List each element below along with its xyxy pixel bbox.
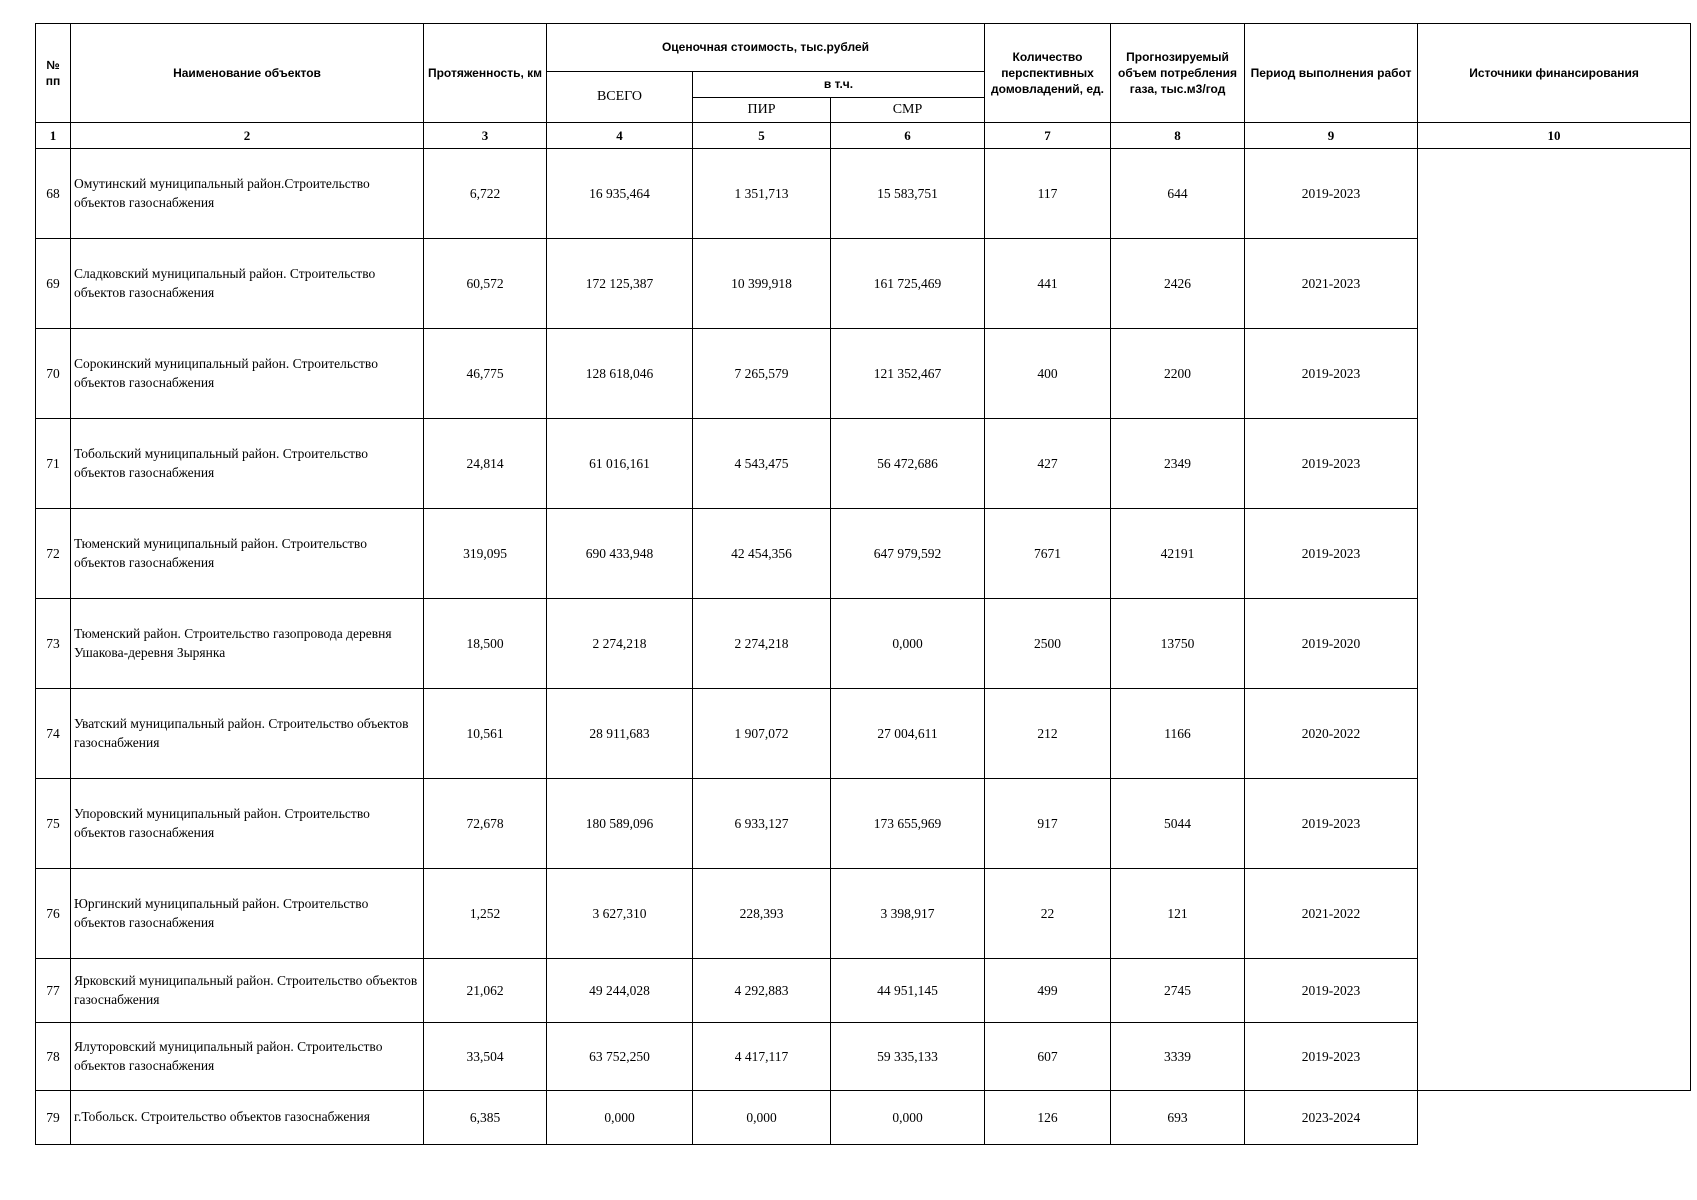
cost-total: 49 244,028	[547, 959, 693, 1023]
households-count: 126	[985, 1091, 1111, 1145]
row-number: 76	[36, 869, 71, 959]
cost-smr: 161 725,469	[831, 239, 985, 329]
row-number: 69	[36, 239, 71, 329]
gas-volume: 2349	[1111, 419, 1245, 509]
cost-pir: 10 399,918	[693, 239, 831, 329]
row-number: 68	[36, 149, 71, 239]
cost-smr: 0,000	[831, 1091, 985, 1145]
cost-smr: 173 655,969	[831, 779, 985, 869]
cost-total: 128 618,046	[547, 329, 693, 419]
column-index-row	[36, 123, 1691, 149]
cost-total: 28 911,683	[547, 689, 693, 779]
work-period: 2019-2023	[1245, 779, 1418, 869]
cost-total: 3 627,310	[547, 869, 693, 959]
cost-total: 0,000	[547, 1091, 693, 1145]
header-total: ВСЕГО	[547, 72, 693, 123]
cost-total: 172 125,387	[547, 239, 693, 329]
households-count: 212	[985, 689, 1111, 779]
index-cell: 1	[36, 123, 71, 149]
work-period: 2021-2022	[1245, 869, 1418, 959]
row-number: 71	[36, 419, 71, 509]
households-count: 400	[985, 329, 1111, 419]
header-cost: Оценочная стоимость, тыс.рублей	[547, 24, 985, 72]
index-cell: 8	[1111, 123, 1245, 149]
households-count: 917	[985, 779, 1111, 869]
funding-sources-cell	[1418, 1091, 1691, 1145]
gas-volume: 693	[1111, 1091, 1245, 1145]
work-period: 2019-2020	[1245, 599, 1418, 689]
cost-pir: 4 417,117	[693, 1023, 831, 1091]
gas-volume: 2426	[1111, 239, 1245, 329]
gas-volume: 644	[1111, 149, 1245, 239]
index-cell: 3	[424, 123, 547, 149]
object-name: Сорокинский муниципальный район. Строительство объектов газоснабжения	[71, 329, 424, 419]
cost-smr: 647 979,592	[831, 509, 985, 599]
cost-smr: 27 004,611	[831, 689, 985, 779]
funding-sources-cell	[1418, 149, 1691, 1091]
index-cell: 6	[831, 123, 985, 149]
households-count: 2500	[985, 599, 1111, 689]
cost-pir: 228,393	[693, 869, 831, 959]
length-km: 24,814	[424, 419, 547, 509]
row-number: 75	[36, 779, 71, 869]
row-number: 70	[36, 329, 71, 419]
header-name: Наименование объектов	[71, 24, 424, 123]
cost-smr: 44 951,145	[831, 959, 985, 1023]
gas-volume: 2745	[1111, 959, 1245, 1023]
length-km: 6,385	[424, 1091, 547, 1145]
work-period: 2019-2023	[1245, 509, 1418, 599]
cost-smr: 121 352,467	[831, 329, 985, 419]
cost-pir: 4 543,475	[693, 419, 831, 509]
table-row	[36, 149, 1691, 239]
households-count: 499	[985, 959, 1111, 1023]
cost-smr: 56 472,686	[831, 419, 985, 509]
index-cell: 2	[71, 123, 424, 149]
row-number: 73	[36, 599, 71, 689]
object-name: Уватский муниципальный район. Строительство объектов газоснабжения	[71, 689, 424, 779]
cost-total: 2 274,218	[547, 599, 693, 689]
index-cell: 4	[547, 123, 693, 149]
work-period: 2021-2023	[1245, 239, 1418, 329]
cost-total: 180 589,096	[547, 779, 693, 869]
cost-pir: 1 907,072	[693, 689, 831, 779]
cost-smr: 3 398,917	[831, 869, 985, 959]
row-number: 77	[36, 959, 71, 1023]
cost-pir: 2 274,218	[693, 599, 831, 689]
cost-pir: 4 292,883	[693, 959, 831, 1023]
cost-total: 16 935,464	[547, 149, 693, 239]
households-count: 7671	[985, 509, 1111, 599]
gas-volume: 42191	[1111, 509, 1245, 599]
table-row	[36, 1091, 1691, 1145]
length-km: 33,504	[424, 1023, 547, 1091]
cost-smr: 15 583,751	[831, 149, 985, 239]
length-km: 6,722	[424, 149, 547, 239]
households-count: 117	[985, 149, 1111, 239]
length-km: 10,561	[424, 689, 547, 779]
length-km: 72,678	[424, 779, 547, 869]
work-period: 2019-2023	[1245, 149, 1418, 239]
cost-total: 61 016,161	[547, 419, 693, 509]
cost-pir: 7 265,579	[693, 329, 831, 419]
work-period: 2019-2023	[1245, 959, 1418, 1023]
cost-pir: 1 351,713	[693, 149, 831, 239]
length-km: 21,062	[424, 959, 547, 1023]
row-number: 72	[36, 509, 71, 599]
cost-total: 690 433,948	[547, 509, 693, 599]
header-including: в т.ч.	[693, 72, 985, 98]
cost-smr: 0,000	[831, 599, 985, 689]
cost-pir: 6 933,127	[693, 779, 831, 869]
header-num: № пп	[36, 24, 71, 123]
table-body	[36, 149, 1691, 1145]
header-period: Период выполнения работ	[1245, 24, 1418, 123]
object-name: Тюменский район. Строительство газопровода деревня Ушакова-деревня Зырянка	[71, 599, 424, 689]
gas-volume: 121	[1111, 869, 1245, 959]
row-number: 79	[36, 1091, 71, 1145]
index-cell: 10	[1418, 123, 1691, 149]
object-name: Сладковский муниципальный район. Строительство объектов газоснабжения	[71, 239, 424, 329]
object-name: Тюменский муниципальный район. Строительство объектов газоснабжения	[71, 509, 424, 599]
object-name: Ярковский муниципальный район. Строительство объектов газоснабжения	[71, 959, 424, 1023]
gasification-objects-table	[35, 23, 1691, 1145]
object-name: г.Тобольск. Строительство объектов газоснабжения	[71, 1091, 424, 1145]
gas-volume: 2200	[1111, 329, 1245, 419]
work-period: 2019-2023	[1245, 329, 1418, 419]
length-km: 46,775	[424, 329, 547, 419]
length-km: 319,095	[424, 509, 547, 599]
row-number: 74	[36, 689, 71, 779]
cost-pir: 0,000	[693, 1091, 831, 1145]
length-km: 60,572	[424, 239, 547, 329]
households-count: 22	[985, 869, 1111, 959]
header-pir: ПИР	[693, 98, 831, 123]
row-number: 78	[36, 1023, 71, 1091]
object-name: Омутинский муниципальный район.Строительство объектов газоснабжения	[71, 149, 424, 239]
index-cell: 5	[693, 123, 831, 149]
length-km: 18,500	[424, 599, 547, 689]
header-smr: СМР	[831, 98, 985, 123]
header-length: Протяженность, км	[424, 24, 547, 123]
length-km: 1,252	[424, 869, 547, 959]
index-cell: 9	[1245, 123, 1418, 149]
households-count: 427	[985, 419, 1111, 509]
header-households: Количество перспективных домовладений, ед.	[985, 24, 1111, 123]
header-sources: Источники финансирования	[1418, 24, 1691, 123]
cost-total: 63 752,250	[547, 1023, 693, 1091]
gas-volume: 5044	[1111, 779, 1245, 869]
gas-volume: 1166	[1111, 689, 1245, 779]
gas-volume: 13750	[1111, 599, 1245, 689]
households-count: 607	[985, 1023, 1111, 1091]
object-name: Ялуторовский муниципальный район. Строительство объектов газоснабжения	[71, 1023, 424, 1091]
object-name: Юргинский муниципальный район. Строительство объектов газоснабжения	[71, 869, 424, 959]
work-period: 2019-2023	[1245, 419, 1418, 509]
work-period: 2023-2024	[1245, 1091, 1418, 1145]
gas-volume: 3339	[1111, 1023, 1245, 1091]
index-cell: 7	[985, 123, 1111, 149]
work-period: 2020-2022	[1245, 689, 1418, 779]
object-name: Тобольский муниципальный район. Строительство объектов газоснабжения	[71, 419, 424, 509]
header-gas: Прогнозируемый объем потребления газа, тыс.м3/год	[1111, 24, 1245, 123]
households-count: 441	[985, 239, 1111, 329]
cost-smr: 59 335,133	[831, 1023, 985, 1091]
cost-pir: 42 454,356	[693, 509, 831, 599]
gasification-table-sheet	[35, 23, 1690, 1145]
object-name: Упоровский муниципальный район. Строительство объектов газоснабжения	[71, 779, 424, 869]
work-period: 2019-2023	[1245, 1023, 1418, 1091]
